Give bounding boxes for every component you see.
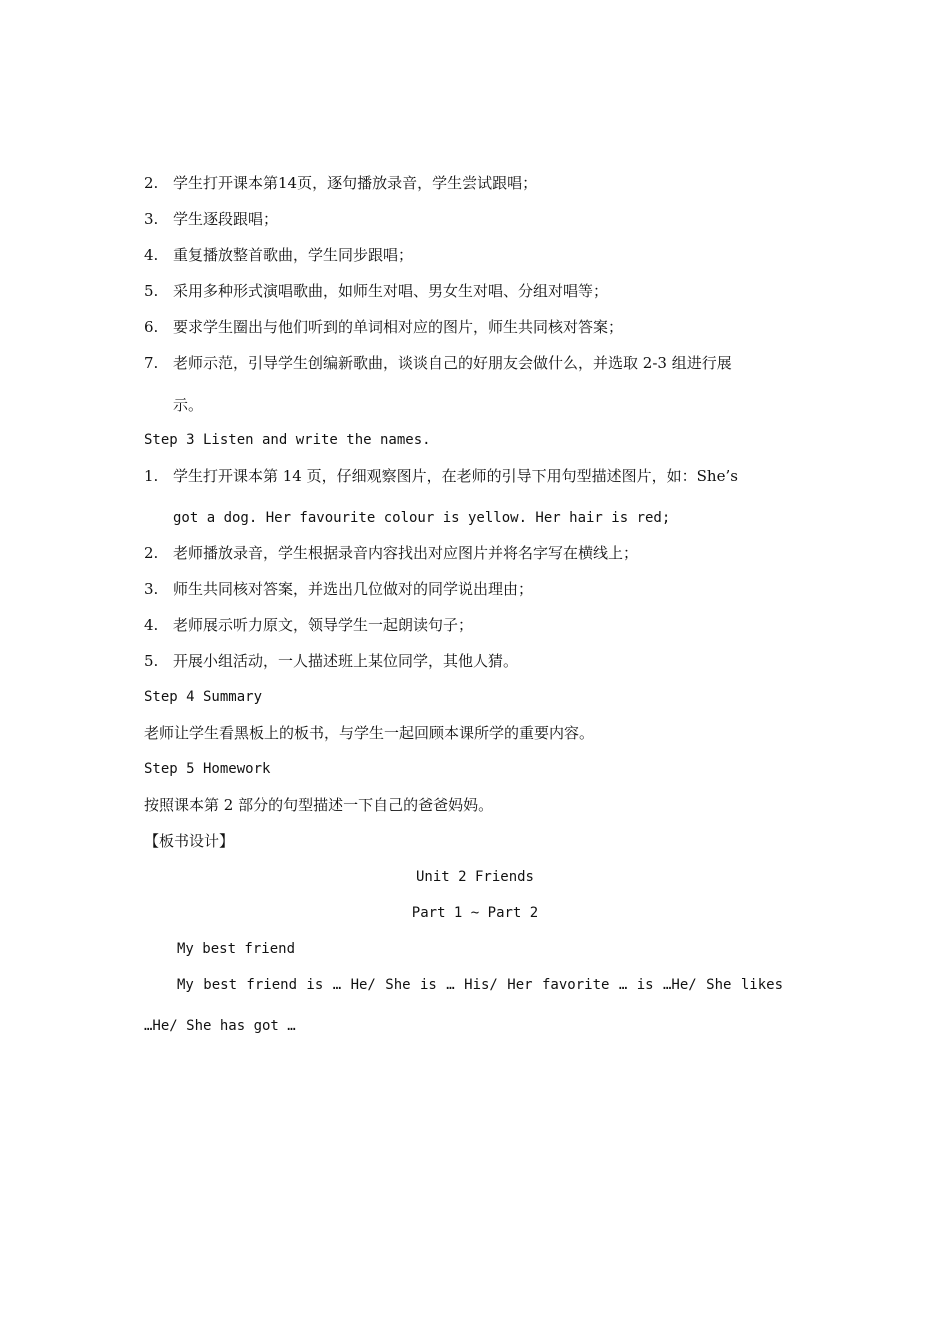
- list-number: 5.: [144, 652, 159, 670]
- board-title: Unit 2 Friends: [415, 869, 534, 885]
- board-line: My best friend is … He/ She is … His/ Her favorite … is …He/ She likes: [177, 977, 784, 993]
- list-number: 5.: [144, 282, 159, 300]
- list-item-continuation: 示。: [173, 396, 204, 414]
- list-item: [144, 353, 732, 373]
- list-item: [144, 173, 537, 193]
- list-item: [144, 209, 278, 229]
- list-text: 采用多种形式演唱歌曲，如师生对唱、男女生对唱、分组对唱等；: [173, 282, 609, 300]
- list-text: 老师展示听力原文，领导学生一起朗读句子；: [173, 616, 474, 634]
- step4-text: 老师让学生看黑板上的板书，与学生一起回顾本课所学的重要内容。: [144, 724, 595, 742]
- list-item: [144, 245, 413, 265]
- list-item: [144, 281, 608, 301]
- list-item: [144, 651, 518, 671]
- list-item-continuation: got a dog. Her favourite colour is yellow. Her hair is red;: [173, 510, 671, 526]
- step5-text: 按照课本第 2 部分的句型描述一下自己的爸爸妈妈。: [144, 796, 494, 814]
- list-text: 师生共同核对答案，并选出几位做对的同学说出理由；: [173, 580, 534, 598]
- list-item: [144, 543, 638, 563]
- list-item: [144, 317, 623, 337]
- list-text: 学生逐段跟唱；: [173, 210, 279, 228]
- list-item: [144, 615, 473, 635]
- list-text: 重复播放整首歌曲，学生同步跟唱；: [173, 246, 414, 264]
- step3-heading: Step 3 Listen and write the names.: [144, 432, 431, 448]
- list-text: 要求学生圈出与他们听到的单词相对应的图片，师生共同核对答案；: [173, 318, 624, 336]
- step5-heading: Step 5 Homework: [144, 761, 271, 777]
- list-number: 4.: [144, 616, 159, 634]
- list-text: 老师播放录音，学生根据录音内容找出对应图片并将名字写在横线上；: [173, 544, 639, 562]
- list-item: [144, 579, 533, 599]
- board-heading: 【板书设计】: [144, 832, 235, 850]
- board-line: …He/ She has got …: [144, 1018, 296, 1034]
- list-number: 1.: [144, 467, 159, 485]
- board-subtitle: Part 1 ~ Part 2: [411, 905, 539, 921]
- list-text: 开展小组活动，一人描述班上某位同学，其他人猜。: [173, 652, 519, 670]
- list-text: 学生打开课本第14页，逐句播放录音，学生尝试跟唱；: [173, 174, 538, 192]
- list-number: 3.: [144, 210, 159, 228]
- board-line: My best friend: [177, 941, 296, 957]
- list-text: 学生打开课本第 14 页，仔细观察图片，在老师的引导下用句型描述图片，如：She’s: [173, 467, 738, 485]
- list-number: 2.: [144, 174, 159, 192]
- list-number: 7.: [144, 354, 159, 372]
- list-number: 6.: [144, 318, 159, 336]
- list-item: [144, 466, 738, 486]
- list-number: 4.: [144, 246, 159, 264]
- list-text: 老师示范，引导学生创编新歌曲，谈谈自己的好朋友会做什么，并选取 2-3 组进行展: [173, 354, 732, 372]
- step4-heading: Step 4 Summary: [144, 689, 263, 705]
- list-number: 2.: [144, 544, 159, 562]
- list-number: 3.: [144, 580, 159, 598]
